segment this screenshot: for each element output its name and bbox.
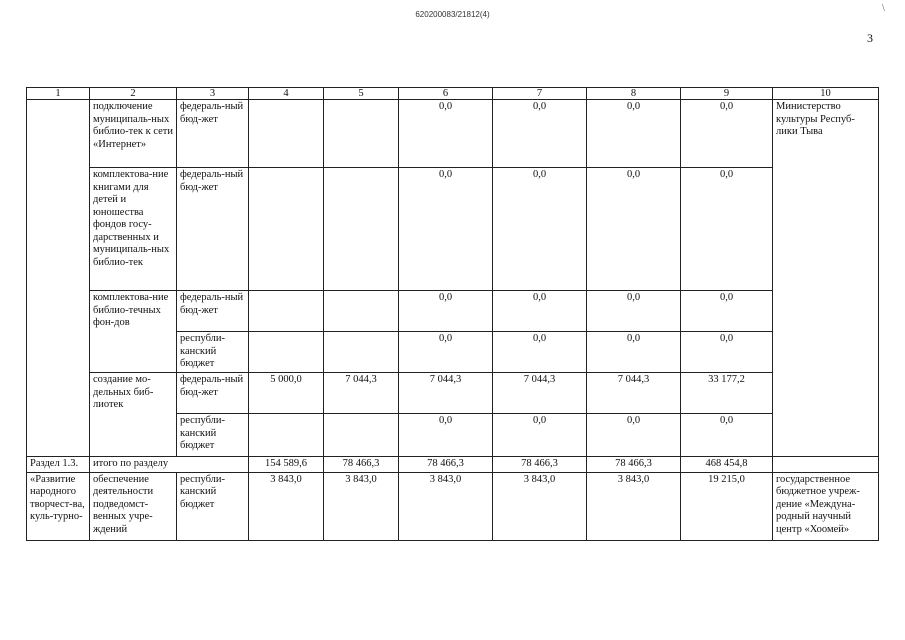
table-row [27, 472, 879, 540]
value-cell: 7 044,3 [399, 373, 493, 414]
scan-mark: \ [882, 3, 885, 14]
value-cell: 468 454,8 [681, 457, 773, 473]
value-cell: 0,0 [493, 168, 587, 291]
value-cell: 5 000,0 [249, 373, 324, 414]
value-cell [249, 332, 324, 373]
activity-cell: комплектова-ние книгами для детей и юношества фондов госу-дарственных и муниципаль-ных библио-тек [90, 168, 177, 291]
column-header: 10 [773, 88, 879, 100]
document-id: 620200083/21812(4) [415, 10, 490, 19]
value-cell: 0,0 [587, 414, 681, 457]
funding-source-cell: республи-канский бюджет [177, 332, 249, 373]
value-cell: 0,0 [681, 168, 773, 291]
value-cell: 0,0 [399, 332, 493, 373]
column-header: 6 [399, 88, 493, 100]
activity-cell: создание мо-дельных биб-лиотек [90, 373, 177, 457]
value-cell: 0,0 [681, 414, 773, 457]
value-cell: 3 843,0 [399, 472, 493, 540]
column-header: 2 [90, 88, 177, 100]
table-row [27, 291, 879, 332]
value-cell: 7 044,3 [324, 373, 399, 414]
value-cell: 7 044,3 [587, 373, 681, 414]
column-header: 3 [177, 88, 249, 100]
section-cell: «Развитие народного творчест-ва, куль-турно- [27, 472, 90, 540]
value-cell: 0,0 [681, 332, 773, 373]
value-cell [249, 100, 324, 168]
table-row [27, 373, 879, 414]
funding-source-cell: федераль-ный бюд-жет [177, 291, 249, 332]
value-cell [324, 332, 399, 373]
funding-source-cell: федераль-ный бюд-жет [177, 100, 249, 168]
column-header: 5 [324, 88, 399, 100]
section-cell [27, 100, 90, 457]
value-cell: 0,0 [681, 291, 773, 332]
value-cell: 0,0 [587, 168, 681, 291]
budget-table [26, 87, 879, 541]
funding-source-cell: федераль-ный бюд-жет [177, 168, 249, 291]
column-header: 8 [587, 88, 681, 100]
value-cell: 78 466,3 [493, 457, 587, 473]
activity-cell: подключение муниципаль-ных библио-тек к сети «Интернет» [90, 100, 177, 168]
column-header: 1 [27, 88, 90, 100]
value-cell: 0,0 [399, 414, 493, 457]
value-cell: 0,0 [587, 291, 681, 332]
value-cell: 154 589,6 [249, 457, 324, 473]
value-cell: 78 466,3 [587, 457, 681, 473]
section-total-row [27, 457, 879, 473]
value-cell: 0,0 [587, 100, 681, 168]
value-cell: 3 843,0 [493, 472, 587, 540]
value-cell: 0,0 [493, 100, 587, 168]
value-cell: 3 843,0 [249, 472, 324, 540]
value-cell: 0,0 [399, 168, 493, 291]
value-cell: 0,0 [493, 291, 587, 332]
column-number-row [27, 88, 879, 100]
value-cell: 33 177,2 [681, 373, 773, 414]
value-cell [249, 291, 324, 332]
value-cell [324, 100, 399, 168]
value-cell: 78 466,3 [399, 457, 493, 473]
column-header: 4 [249, 88, 324, 100]
page-number: 3 [867, 31, 873, 45]
table-row [27, 168, 879, 291]
value-cell [324, 168, 399, 291]
value-cell: 0,0 [587, 332, 681, 373]
executor-cell [773, 457, 879, 473]
value-cell: 0,0 [493, 414, 587, 457]
value-cell: 0,0 [681, 100, 773, 168]
value-cell: 0,0 [493, 332, 587, 373]
funding-source-cell: республи-канский бюджет [177, 472, 249, 540]
value-cell [324, 291, 399, 332]
value-cell: 7 044,3 [493, 373, 587, 414]
executor-cell: государственное бюджетное учреж-дение «Междуна-родный научный центр «Хоомей» [773, 472, 879, 540]
value-cell: 19 215,0 [681, 472, 773, 540]
value-cell [249, 168, 324, 291]
funding-source-cell: республи-канский бюджет [177, 414, 249, 457]
value-cell: 0,0 [399, 291, 493, 332]
value-cell: 0,0 [399, 100, 493, 168]
total-label-cell: итого по разделу [90, 457, 249, 473]
executor-cell: Министерство культуры Респуб-лики Тыва [773, 100, 879, 457]
table-row [27, 100, 879, 168]
value-cell: 3 843,0 [587, 472, 681, 540]
value-cell [249, 414, 324, 457]
value-cell [324, 414, 399, 457]
funding-source-cell: федераль-ный бюд-жет [177, 373, 249, 414]
column-header: 7 [493, 88, 587, 100]
activity-cell: комплектова-ние библио-течных фон-дов [90, 291, 177, 373]
section-cell: Раздел 1.3. [27, 457, 90, 473]
value-cell: 78 466,3 [324, 457, 399, 473]
value-cell: 3 843,0 [324, 472, 399, 540]
activity-cell: обеспечение деятельности подведомст-венных учре-ждений [90, 472, 177, 540]
column-header: 9 [681, 88, 773, 100]
